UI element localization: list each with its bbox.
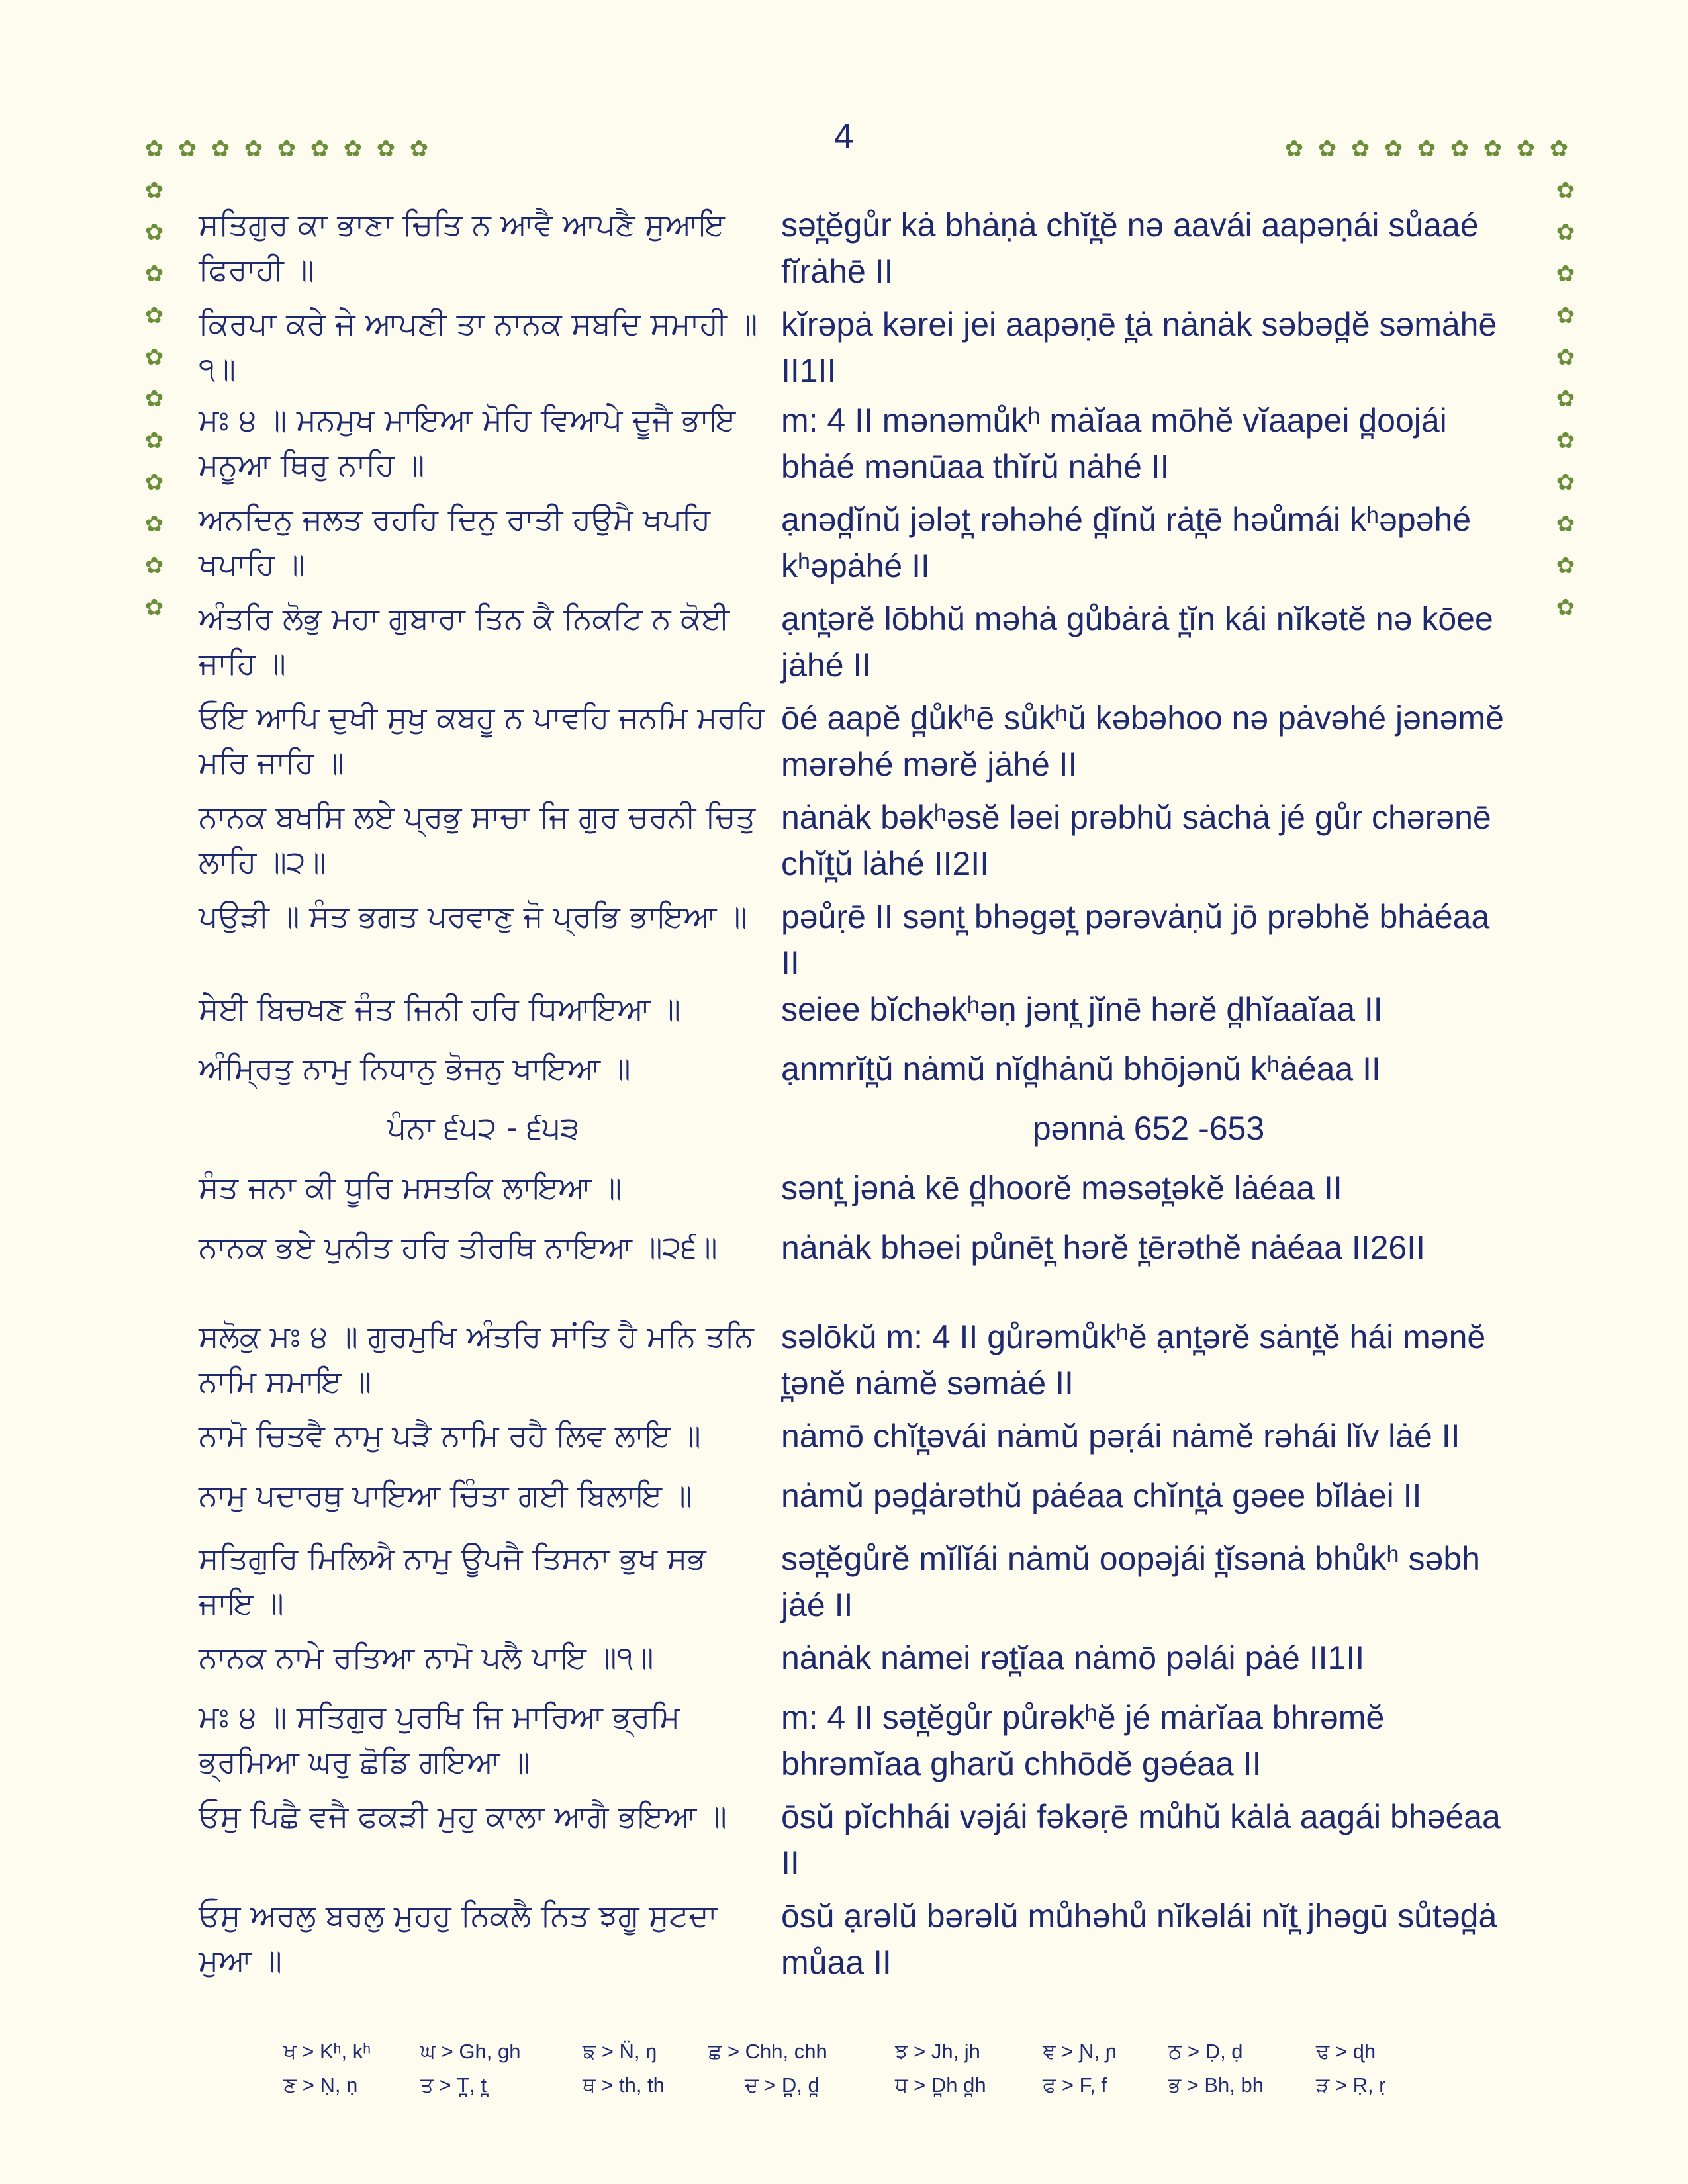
verse-transliteration: səlōkŭ m: 4 II gůrəmůkʰĕ ạnt̪ərĕ sȧnt̪ĕ hái mənĕ t̪ənĕ nȧmĕ səmȧé II [781,1318,1486,1402]
flower-icon: ✿ [144,261,164,287]
flower-icon: ✿ [1383,136,1403,162]
legend-item: ੜ > Ṛ, ṛ [1316,2073,1386,2097]
flower-icon: ✿ [177,136,197,162]
flower-icon: ✿ [277,136,297,162]
verse-transliteration: ōé aapĕ d̪ůkʰē sůkʰŭ kəbəhoo nə pȧvəhé jənəmĕ mərəhé mərĕ jȧhé II [781,700,1504,783]
flower-icon: ✿ [1556,428,1575,454]
verse-transliteration: sət̪ĕgůr kȧ bhȧṇȧ chĭt̪ĕ nə aavái aapəṇái sůaaé fĭrȧhē II [781,206,1479,290]
flower-icon: ✿ [144,469,164,496]
flower-icon: ✿ [376,136,396,162]
flower-icon: ✿ [1556,219,1575,246]
legend-item: ਤ > T̪, t̪ [420,2073,487,2097]
flower-icon: ✿ [1516,136,1536,162]
flower-icon: ✿ [1556,261,1575,287]
flower-icon: ✿ [144,553,164,579]
verse-gurmukhi: ਨਾਨਕ ਨਾਮੇ ਰਤਿਆ ਨਾਮੋ ਪਲੈ ਪਾਇ ॥੧॥ [199,1639,654,1675]
legend-item: ਭ > Bh, bh [1168,2073,1264,2097]
legend-item: ਢ > ɖh [1316,2040,1376,2063]
legend-item: ਛ > Chh, chh [708,2040,827,2063]
verse-transliteration: ōsŭ pĭchhái vəjái fəkəṛē můhŭ kȧlȧ aagái bhəéaa II [781,1798,1501,1882]
legend-item: ਙ > N̈, ŋ [583,2040,657,2063]
legend-item: ਠ > Ḍ, ḍ [1168,2040,1243,2063]
verse-transliteration: ōsŭ ạrəlŭ bərəlŭ můhəhů nĭkəlái nĭt̪ jhəgū sůtəd̪ȧ můaa II [781,1897,1497,1981]
flower-icon: ✿ [1549,136,1569,162]
legend-item: ਞ > Ɲ, ɲ [1043,2040,1117,2063]
flower-icon: ✿ [1417,136,1436,162]
flower-icon: ✿ [144,344,164,371]
verse-gurmukhi: ਪਉੜੀ ॥ ਸੰਤ ਭਗਤ ਪਰਵਾਣੁ ਜੋ ਪ੍ਰਭਿ ਭਾਇਆ ॥ [199,898,747,934]
legend-item: ਥ > th, th [583,2073,665,2097]
flower-icon: ✿ [1317,136,1337,162]
flower-icon: ✿ [244,136,263,162]
verse-transliteration: ạnt̪ərĕ lōbhŭ məhȧ gůbȧrȧ t̪ĭn kái nĭkətĕ nə kōee jȧhé II [781,600,1493,684]
verse-transliteration: sənt̪ jənȧ kē d̪hoorĕ məsət̪əkĕ lȧéaa II [781,1169,1342,1206]
legend-item: ਖ > Kʰ, kʰ [283,2040,371,2063]
verse-transliteration: nȧnȧk bhəei půnēt̪ hərĕ t̪ērəthĕ nȧéaa II26II [781,1229,1425,1266]
verse-gurmukhi: ਅਨਦਿਨੁ ਜਲਤ ਰਹਹਿ ਦਿਨੁ ਰਾਤੀ ਹਉਮੈ ਖਪਹਿ ਖਪਾਹਿ ॥ [199,501,711,582]
flower-icon: ✿ [310,136,330,162]
verse-transliteration: pəůṛē II sənt̪ bhəgət̪ pərəvȧṇŭ jō prəbhĕ bhȧéaa II [781,898,1490,981]
flower-icon: ✿ [1556,344,1575,371]
flower-icon: ✿ [211,136,230,162]
flower-icon: ✿ [343,136,363,162]
legend-item: ਘ > Gh, gh [420,2040,521,2063]
flower-icon: ✿ [144,136,164,162]
verse-gurmukhi: ਨਾਨਕ ਬਖਸਿ ਲਏ ਪ੍ਰਭੁ ਸਾਚਾ ਜਿ ਗੁਰ ਚਰਨੀ ਚਿਤੁ ਲਾਹਿ ॥੨॥ [199,799,756,880]
flower-icon: ✿ [1556,386,1575,412]
flower-icon: ✿ [1450,136,1470,162]
flower-icon: ✿ [1284,136,1304,162]
verse-gurmukhi: ਅੰਮ੍ਰਿਤੁ ਨਾਮੁ ਨਿਧਾਨੁ ਭੋਜਨੁ ਖਾਇਆ ॥ [199,1050,631,1086]
verse-transliteration: ạnmrĭt̪ŭ nȧmŭ nĭd̪hȧnŭ bhōjənŭ kʰȧéaa II [781,1050,1381,1087]
verse-gurmukhi: ਮਃ ੪ ॥ ਸਤਿਗੁਰ ਪੁਰਖਿ ਜਿ ਮਾਰਿਆ ਭ੍ਰਮਿ ਭ੍ਰਮਿਆ ਘਰੁ ਛੋਡਿ ਗਇਆ ॥ [199,1699,680,1780]
verse-transliteration: nȧmō chĭt̪əvái nȧmŭ pəṛái nȧmĕ rəhái lĭv lȧé II [781,1418,1460,1455]
legend-item: ਝ > Jh, jh [895,2040,980,2063]
verse-transliteration: m: 4 II sət̪ĕgůr půrəkʰĕ jé mȧrĭaa bhrəmĕ bhrəmĭaa gharŭ chhōdĕ gəéaa II [781,1699,1385,1782]
verse-transliteration: nȧnȧk nȧmei rət̪ĭaa nȧmō pəlái pȧé II1II [781,1639,1365,1676]
flower-icon: ✿ [144,511,164,537]
verse-gurmukhi: ਨਾਮੋ ਚਿਤਵੈ ਨਾਮੁ ਪੜੈ ਨਾਮਿ ਰਹੈ ਲਿਵ ਲਾਇ ॥ [199,1418,701,1453]
verse-gurmukhi: ਸੰਤ ਜਨਾ ਕੀ ਧੂਰਿ ਮਸਤਕਿ ਲਾਇਆ ॥ [199,1169,622,1205]
flower-icon: ✿ [1556,302,1575,329]
flower-icon: ✿ [1350,136,1370,162]
page-reference-transliteration: pənnȧ 652 -653 [1032,1110,1265,1147]
flower-icon: ✿ [1556,177,1575,204]
verse-transliteration: seiee bĭchəkʰəṇ jənt̪ jĭnē hərĕ d̪hĭaaĭaa II [781,991,1383,1028]
verse-transliteration: ạnəd̪ĭnŭ jələt̪ rəhəhé d̪ĭnŭ rȧt̪ē həůmái kʰəpəhé kʰəpȧhé II [781,501,1472,584]
verse-gurmukhi: ਓਇ ਆਪਿ ਦੁਖੀ ਸੁਖੁ ਕਬਹੂ ਨ ਪਾਵਹਿ ਜਨਮਿ ਮਰਹਿ ਮਰਿ ਜਾਹਿ ॥ [199,700,765,780]
page-number: 4 [833,118,855,156]
flower-icon: ✿ [144,594,164,621]
legend-item: ਣ > Ṇ, ṇ [283,2073,358,2097]
legend-item: ਫ > F, f [1043,2073,1107,2097]
verse-transliteration: m: 4 II mənəmůkʰ mȧĭaa mōhĕ vĭaapei d̪oojái bhȧé mənūaa thĭrŭ nȧhé II [781,402,1447,485]
verse-gurmukhi: ਕਿਰਪਾ ਕਰੇ ਜੇ ਆਪਣੀ ਤਾ ਨਾਨਕ ਸਬਦਿ ਸਮਾਹੀ ॥੧॥ [199,306,758,387]
flower-icon: ✿ [1556,553,1575,579]
flower-icon: ✿ [144,428,164,454]
verse-gurmukhi: ਸੇਈ ਬਿਚਖਣ ਜੰਤ ਜਿਨੀ ਹਰਿ ਧਿਆਇਆ ॥ [199,991,681,1026]
verse-gurmukhi: ਨਾਨਕ ਭਏ ਪੁਨੀਤ ਹਰਿ ਤੀਰਥਿ ਨਾਇਆ ॥੨੬॥ [199,1229,718,1265]
verse-gurmukhi: ਓਸੁ ਪਿਛੈ ਵਜੈ ਫਕੜੀ ਮੁਹੁ ਕਾਲਾ ਆਗੈ ਭਇਆ ॥ [199,1798,727,1834]
verse-transliteration: nȧnȧk bəkʰəsĕ ləei prəbhŭ sȧchȧ jé gůr chərənē chĭt̪ŭ lȧhé II2II [781,799,1491,882]
legend-item: ਧ > D̪h d̪h [895,2073,986,2097]
flower-icon: ✿ [144,386,164,412]
flower-icon: ✿ [1556,511,1575,537]
flower-icon: ✿ [1556,469,1575,496]
verse-gurmukhi: ਓਸੁ ਅਰਲੁ ਬਰਲੁ ਮੁਹਹੁ ਨਿਕਲੈ ਨਿਤ ਝਗੂ ਸੁਟਦਾ ਮੁਆ ॥ [199,1897,718,1978]
verse-transliteration: sət̪ĕgůrĕ mĭlĭái nȧmŭ oopəjái t̪ĭsənȧ bhůkʰ səbh jȧé II [781,1540,1480,1623]
verse-gurmukhi: ਸਲੋਕੁ ਮਃ ੪ ॥ ਗੁਰਮੁਖਿ ਅੰਤਰਿ ਸਾਂਤਿ ਹੈ ਮਨਿ ਤਨਿ ਨਾਮਿ ਸਮਾਇ ॥ [199,1318,754,1399]
verse-gurmukhi: ਸਤਿਗੁਰ ਕਾ ਭਾਣਾ ਚਿਤਿ ਨ ਆਵੈ ਆਪਣੈ ਸੁਆਇ ਫਿਰਾਹੀ ॥ [199,206,725,287]
legend-item: ਦ > D̪, d̪ [745,2073,820,2097]
verse-gurmukhi: ਨਾਮੁ ਪਦਾਰਥੁ ਪਾਇਆ ਚਿੰਤਾ ਗਈ ਬਿਲਾਇ ॥ [199,1477,692,1513]
verse-transliteration: nȧmŭ pəd̪ȧrəthŭ pȧéaa chĭnt̪ȧ gəee bĭlȧei II [781,1477,1422,1514]
verse-transliteration: kĭrəpȧ kərei jei aapəṇē t̪ȧ nȧnȧk səbəd̪ĕ səmȧhē II1II [781,306,1497,389]
flower-icon: ✿ [144,177,164,204]
verse-gurmukhi: ਸਤਿਗੁਰਿ ਮਿਲਿਐ ਨਾਮੁ ਊਪਜੈ ਤਿਸਨਾ ਭੁਖ ਸਭ ਜਾਇ ॥ [199,1540,706,1621]
verse-gurmukhi: ਅੰਤਰਿ ਲੋਭੁ ਮਹਾ ਗੁਬਾਰਾ ਤਿਨ ਕੈ ਨਿਕਟਿ ਨ ਕੋਈ ਜਾਹਿ ॥ [199,600,730,681]
flower-icon: ✿ [1556,594,1575,621]
flower-icon: ✿ [144,302,164,329]
flower-icon: ✿ [409,136,429,162]
flower-icon: ✿ [144,219,164,246]
page-reference-gurmukhi: ਪੰਨਾ ੬੫੨ - ੬੫੩ [387,1110,580,1146]
verse-gurmukhi: ਮਃ ੪ ॥ ਮਨਮੁਖ ਮਾਇਆ ਮੋਹਿ ਵਿਆਪੇ ਦੂਜੈ ਭਾਇ ਮਨੂਆ ਥਿਰੁ ਨਾਹਿ ॥ [199,402,736,482]
flower-icon: ✿ [1483,136,1503,162]
